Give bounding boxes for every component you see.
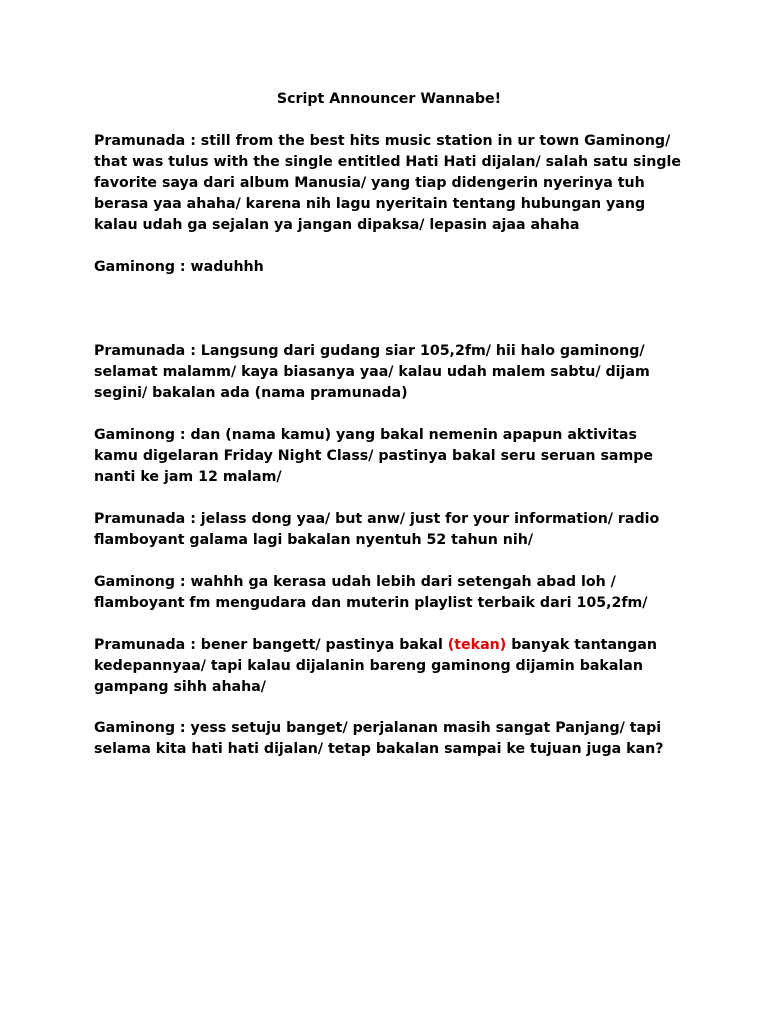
paragraph-gap	[94, 551, 684, 572]
paragraph-7-after: banyak tantangan kedepannyaa/ tapi kalau dijalanin bareng gaminong dijamin bakalan gampang sihh ahaha/	[94, 637, 657, 695]
paragraph-gap	[94, 236, 684, 257]
paragraph-gap	[94, 698, 684, 718]
highlighted-text: (tekan)	[447, 637, 507, 653]
document-title: Script Announcer Wannabe!	[276, 91, 502, 107]
script-content	[94, 89, 684, 760]
paragraph-7-before: Pramunada : bener bangett/ pastinya bakal	[94, 637, 448, 653]
paragraph-6: Gaminong : wahhh ga kerasa udah lebih dari setengah abad loh / flamboyant fm mengudara dan muterin playlist terbaik dari 105,2fm/	[94, 574, 648, 611]
paragraph-gap	[94, 488, 684, 509]
paragraph-1: Pramunada : still from the best hits music station in ur town Gaminong/ that was tulus with the single entitled Hati Hati dijalan/ salah satu single favorite saya dari album Manusia/ yang tiap didengerin nyerinya tuh berasa yaa ahaha/ karena nih lagu nyeritain tentang hubungan yang kalau udah ga sejalan ya jangan dipaksa/ lepasin ajaa ahaha	[94, 133, 681, 233]
paragraph-3: Pramunada : Langsung dari gudang siar 105,2fm/ hii halo gaminong/ selamat malamm/ kaya biasanya yaa/ kalau udah malem sabtu/ dijam segini/ bakalan ada (nama pramunada)	[94, 343, 650, 401]
paragraph-4: Gaminong : dan (nama kamu) yang bakal nemenin apapun aktivitas kamu digelaran Friday Night Class/ pastinya bakal seru seruan sampe nanti ke jam 12 malam/	[94, 427, 654, 485]
paragraph-gap	[94, 614, 684, 635]
paragraph-5: Pramunada : jelass dong yaa/ but anw/ just for your information/ radio flamboyant galama lagi bakalan nyentuh 52 tahun nih/	[94, 511, 660, 548]
paragraph-2: Gaminong : waduhhh	[94, 259, 264, 275]
paragraph-8: Gaminong : yess setuju banget/ perjalanan masih sangat Panjang/ tapi selama kita hati hati dijalan/ tetap bakalan sampai ke tujuan juga kan?	[94, 720, 664, 757]
paragraph-gap	[94, 404, 684, 425]
paragraph-gap-large	[94, 278, 684, 341]
paragraph-7	[94, 635, 684, 698]
